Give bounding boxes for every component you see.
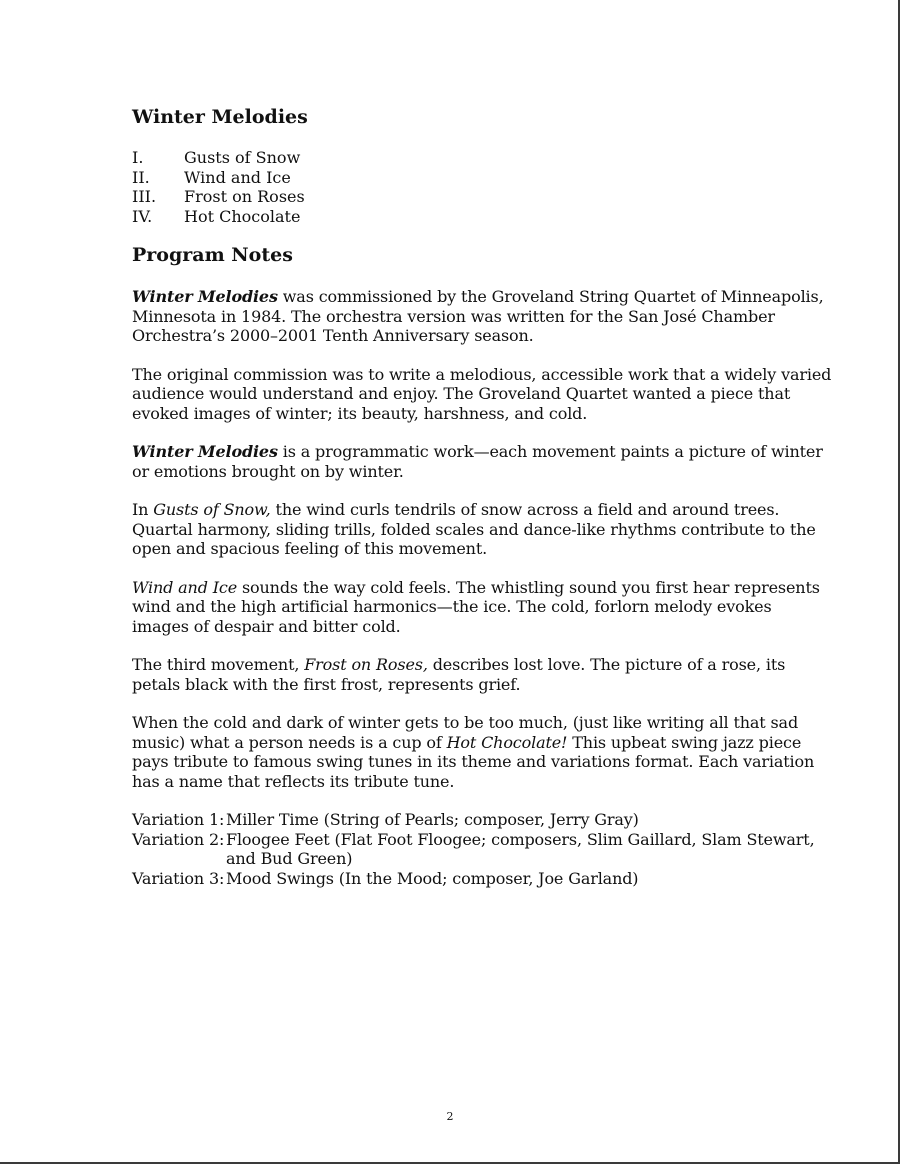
movement-name: Gusts of Snow xyxy=(184,148,301,167)
paragraph-hot-chocolate xyxy=(132,713,832,791)
variation-item xyxy=(132,830,832,869)
movement-numeral: I. xyxy=(132,148,144,167)
paragraph-text: describes lost love. The picture of a rose, its petals black with the first frost, represents grief. xyxy=(132,655,786,694)
paragraph-text: In xyxy=(132,500,154,519)
variation-list xyxy=(132,810,832,888)
movement-title-emphasis: Wind and Ice xyxy=(132,577,238,597)
paragraph-text: is a programmatic work—each movement paints a picture of winter or emotions brought on by winter. xyxy=(132,442,823,481)
movement-title-emphasis: Frost on Roses, xyxy=(304,655,428,674)
paragraph-text: was commissioned by the Groveland String Quartet of Minneapolis, Minnesota in 1984. The orchestra version was written for the San José Chamber Orchestra’s 2000–2001 Tenth Anniversary season. xyxy=(132,287,824,345)
paragraph-programmatic xyxy=(132,442,832,481)
paragraph-text: sounds the way cold feels. The whistling sound you first hear represents wind and the high artificial harmonics—the ice. The cold, forlorn melody evokes images of despair and bitter cold. xyxy=(132,577,820,636)
movement-list xyxy=(132,148,832,226)
movement-item xyxy=(132,207,832,227)
variation-label: Variation 2: xyxy=(132,829,225,849)
paragraph-text: This upbeat swing jazz piece pays tribute to famous swing tunes in its theme and variations format. Each variation has a name that reflects its tribute tune. xyxy=(132,732,815,791)
variation-text: Miller Time (String of Pearls; composer, Jerry Gray) xyxy=(226,810,639,829)
variation-text: Floogee Feet (Flat Foot Floogee; composers, Slim Gaillard, Slam Stewart, and Bud Green) xyxy=(226,829,815,868)
paragraph-text: the wind curls tendrils of snow across a field and around trees. Quartal harmony, sliding trills, folded scales and dance-like rhythms contribute to the open and spacious feeling of this movement. xyxy=(132,500,816,558)
document-title: Winter Melodies xyxy=(132,106,308,128)
variation-label: Variation 1: xyxy=(132,810,225,829)
paragraph-original-commission xyxy=(132,365,832,424)
variation-label: Variation 3: xyxy=(132,868,225,888)
variation-text: Mood Swings (In the Mood; composer, Joe Garland) xyxy=(226,868,639,888)
paragraph-commission xyxy=(132,287,832,346)
movement-name: Frost on Roses xyxy=(184,187,305,206)
movement-item xyxy=(132,187,832,207)
page-content xyxy=(132,104,832,888)
movement-item xyxy=(132,148,832,168)
movement-numeral: IV. xyxy=(132,206,153,226)
movement-numeral: III. xyxy=(132,187,157,206)
movement-numeral: II. xyxy=(132,167,150,187)
paragraph-text: When the cold and dark of winter gets to be too much, (just like writing all that sad music) what a person needs is a cup of xyxy=(132,713,799,752)
paragraph-frost-on-roses xyxy=(132,655,832,694)
paragraph-text: The third movement, xyxy=(132,655,305,674)
work-title-emphasis: Winter Melodies xyxy=(132,442,278,461)
program-notes-heading: Program Notes xyxy=(132,244,293,266)
work-title-emphasis: Winter Melodies xyxy=(132,287,278,306)
paragraph-text: The original commission was to write a melodious, accessible work that a widely varied audience would understand and enjoy. The Groveland Quartet wanted a piece that evoked images of winter; its beauty, harshness, and cold. xyxy=(132,364,832,423)
movement-item xyxy=(132,168,832,188)
paragraph-gusts-of-snow xyxy=(132,500,832,559)
movement-name: Wind and Ice xyxy=(184,167,291,187)
movement-title-emphasis: Gusts of Snow, xyxy=(153,500,271,519)
variation-item xyxy=(132,810,832,830)
page-number: 2 xyxy=(446,1110,454,1123)
movement-title-emphasis: Hot Chocolate! xyxy=(446,732,568,752)
variation-item xyxy=(132,869,832,889)
movement-name: Hot Chocolate xyxy=(184,206,301,226)
paragraph-wind-and-ice xyxy=(132,578,832,637)
